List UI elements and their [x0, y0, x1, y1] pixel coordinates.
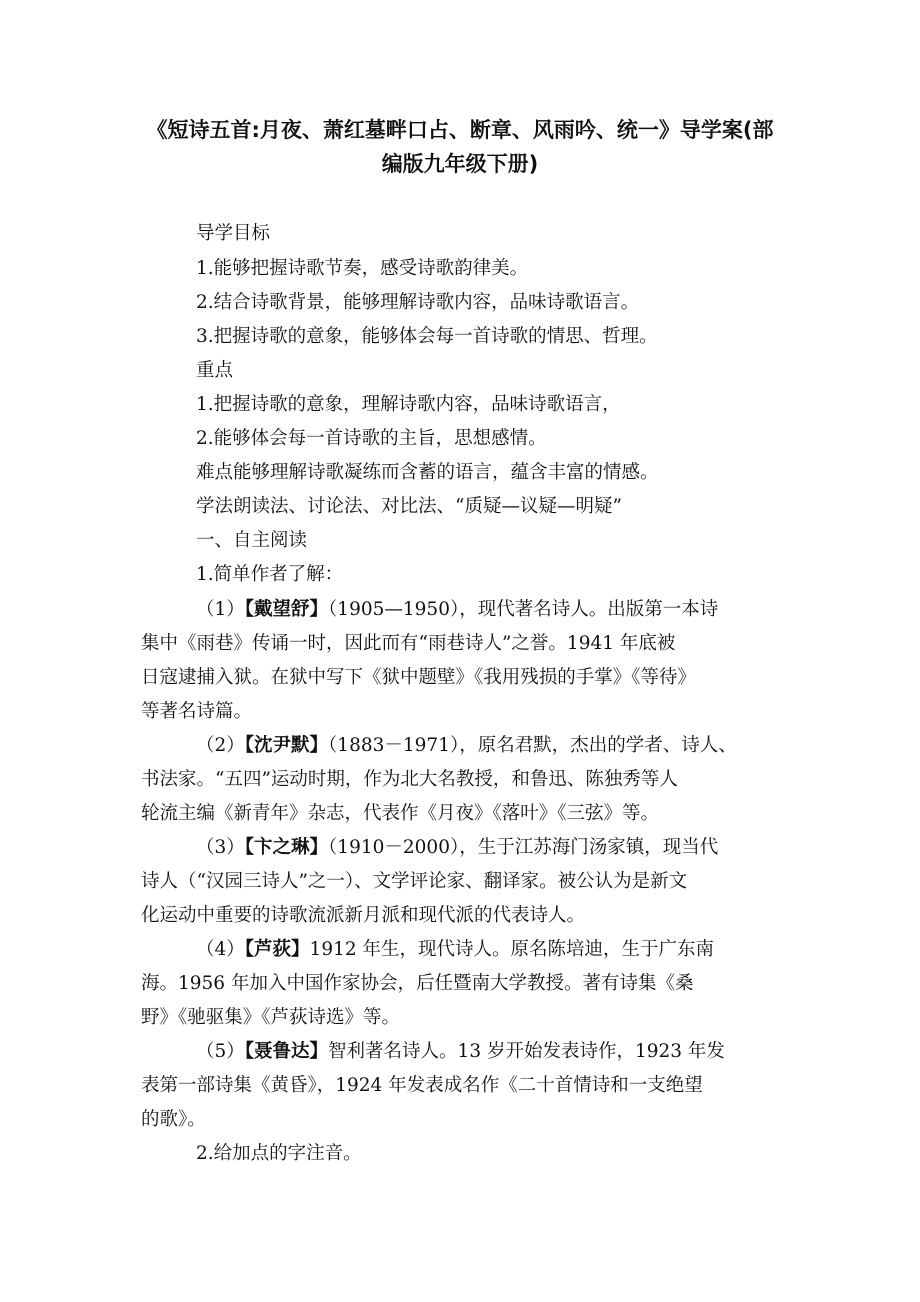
- author-entry-first-line: [196, 733, 737, 759]
- author-intro: （1905—1950），现代著名诗人。出版第一本诗: [328, 599, 719, 620]
- author-number: （1）: [196, 599, 245, 620]
- document-title-line-2: 编版九年级下册): [381, 152, 539, 176]
- key-point-item: 1.把握诗歌的意象，理解诗歌内容，品味诗歌语言，: [196, 394, 621, 415]
- author-name: 【戴望舒】: [244, 599, 329, 620]
- author-entry-line: 诗人（“汉园三诗人”之一）、文学评论家、翻译家。被公认为是新文: [141, 871, 688, 892]
- author-entry-line: 等著名诗篇。: [141, 701, 253, 722]
- key-point-item: 2.能够体会每一首诗歌的主旨，思想感情。: [196, 428, 547, 449]
- author-number: （5）: [196, 1041, 245, 1062]
- author-entry-line: 表第一部诗集《黄昏》，1924 年发表成名作《二十首情诗和一支绝望: [141, 1075, 703, 1096]
- objectives-heading: 导学目标: [196, 223, 271, 244]
- author-name: 【芦荻】: [244, 939, 310, 960]
- author-entry-line: 书法家。“五四”运动时期，作为北大名教授，和鲁迅、陈独秀等人: [141, 769, 678, 790]
- section-heading: 一、自主阅读: [196, 530, 308, 551]
- subsection-heading: 2.给加点的字注音。: [196, 1143, 362, 1164]
- methods-text: 学法朗读法、讨论法、对比法、“质疑—议疑—明疑”: [196, 496, 622, 517]
- author-intro: 智利著名诗人。13 岁开始发表诗作，1923 年发: [328, 1041, 725, 1062]
- document-title-line-1: 《短诗五首:月夜、萧红墓畔口占、断章、风雨吟、统一》导学案(部: [146, 118, 774, 142]
- objective-item: 1.能够把握诗歌节奏，感受诗歌韵律美。: [196, 258, 529, 279]
- author-name: 【卞之琳】: [244, 837, 329, 858]
- author-entry-line: 的歌》。: [141, 1109, 206, 1130]
- objective-item: 2.结合诗歌背景，能够理解诗歌内容，品味诗歌语言。: [196, 292, 640, 313]
- author-entry-line: 野》《驰驱集》《芦荻诗选》等。: [141, 1007, 401, 1028]
- author-name: 【聂鲁达】: [244, 1041, 329, 1062]
- author-entry-line: 集中《雨巷》传诵一时，因此而有“雨巷诗人”之誉。1941 年底被: [141, 633, 676, 654]
- subsection-heading: 1.简单作者了解：: [196, 564, 344, 585]
- author-entry-first-line: [196, 835, 718, 861]
- author-entry-line: 海。1956 年加入中国作家协会，后任暨南大学教授。著有诗集《桑: [141, 973, 694, 994]
- difficulty-text: 难点能够理解诗歌凝练而含蓄的语言，蕴含丰富的情感。: [196, 462, 659, 483]
- author-entry-line: 化运动中重要的诗歌流派新月派和现代派的代表诗人。: [141, 905, 586, 926]
- author-name: 【沈尹默】: [244, 735, 329, 756]
- objective-item: 3.把握诗歌的意象，能够体会每一首诗歌的情思、哲理。: [196, 326, 658, 347]
- author-entry-first-line: [196, 597, 718, 623]
- author-number: （3）: [196, 837, 245, 858]
- author-entry-line: 轮流主编《新青年》杂志，代表作《月夜》《落叶》《三弦》等。: [141, 803, 660, 824]
- author-entry-first-line: [196, 937, 714, 963]
- author-number: （4）: [196, 939, 245, 960]
- author-intro: 1912 年生，现代诗人。原名陈培迪，生于广东南: [309, 939, 715, 960]
- author-number: （2）: [196, 735, 245, 756]
- key-points-heading: 重点: [196, 360, 234, 381]
- author-intro: （1883－1971），原名君默，杰出的学者、诗人、: [328, 735, 737, 756]
- author-entry-first-line: [196, 1039, 725, 1065]
- author-intro: （1910－2000），生于江苏海门汤家镇，现当代: [328, 837, 719, 858]
- author-entry-line: 日寇逮捕入狱。在狱中写下《狱中题壁》《我用残损的手掌》《等待》: [141, 667, 697, 688]
